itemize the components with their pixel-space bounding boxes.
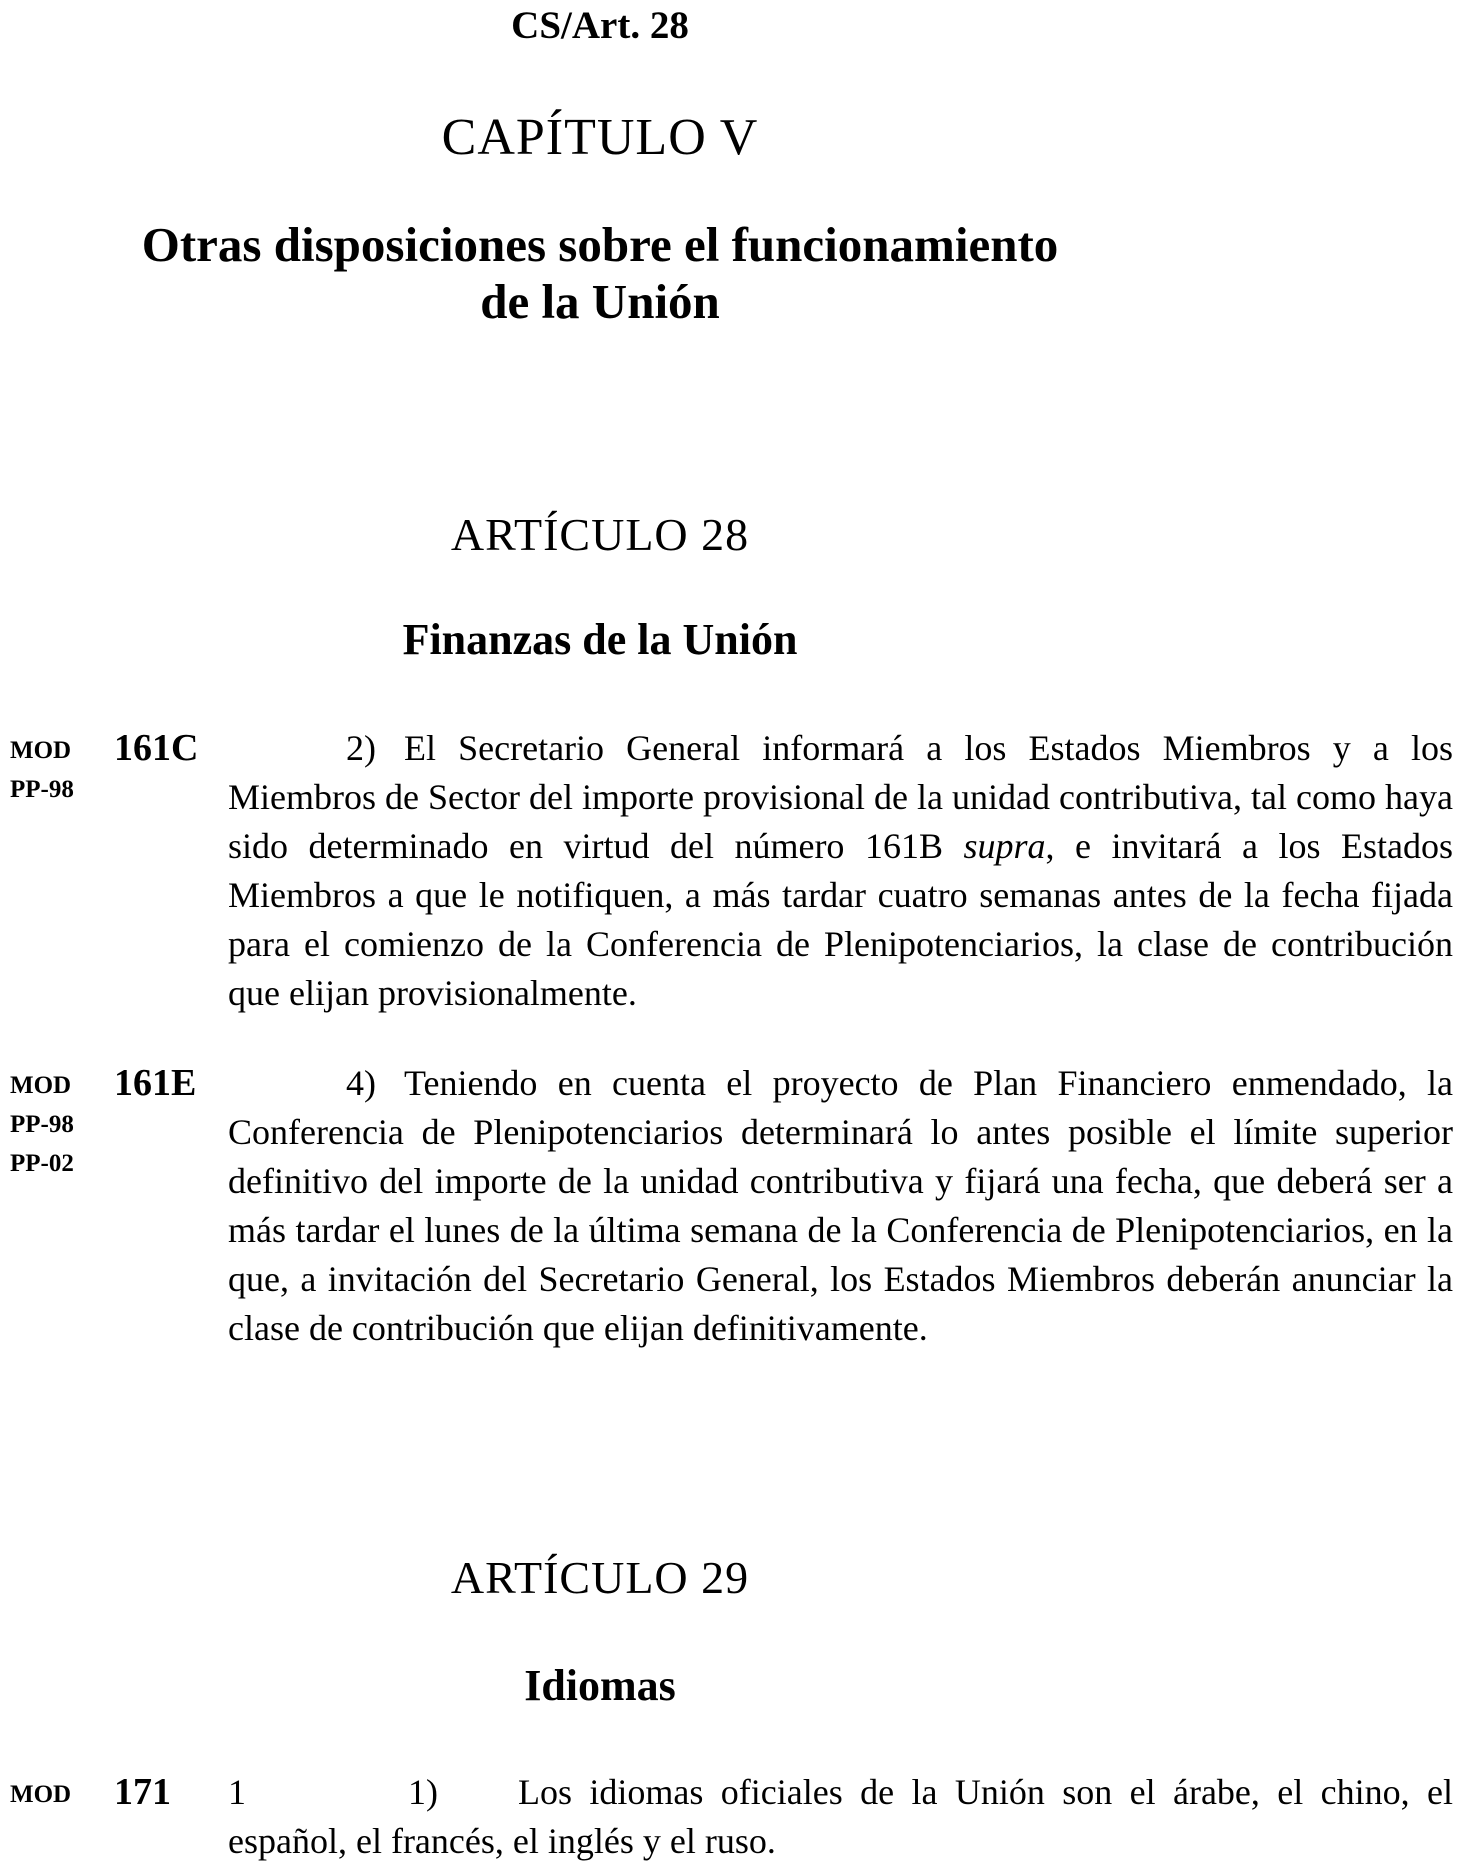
provision-text-italic: supra: [963, 826, 1046, 866]
provision-171-notes: [10, 1775, 71, 1814]
provision-text: [228, 724, 1453, 1018]
provision-text-after: , e invitará a los Estados Miembros a que le notifiquen, a más tardar cuatro semanas antes de la fecha fijada para el comienzo de la Conferencia de Plenipotenciarios, la clase de contribución que elijan provisionalmente.: [228, 826, 1453, 1013]
provision-number: 171: [114, 1771, 171, 1813]
page-reference: CS/Art. 28: [511, 4, 689, 47]
subsection-number: 1: [228, 1772, 246, 1812]
provision-text: [228, 1059, 1453, 1353]
paragraph-number: 2): [346, 728, 376, 768]
provision-text-before: El Secretario General informará a los Estados Miembros y a los Miembros de Sector del importe provisional de la unidad contributiva, tal como haya sido determinado en virtud del número 161B: [228, 728, 1453, 866]
note-pp02: PP-02: [10, 1150, 74, 1177]
article-28-title: Finanzas de la Unión: [402, 615, 798, 664]
note-mod: MOD: [10, 1072, 72, 1099]
provision-161e-notes: [10, 1066, 74, 1183]
provision-number: 161C: [114, 727, 199, 769]
note-mod: MOD: [10, 1781, 72, 1808]
paragraph-number: 4): [346, 1063, 376, 1103]
note-mod: MOD: [10, 737, 72, 764]
chapter-title-line-1: Otras disposiciones sobre el funcionamiento: [141, 217, 1059, 272]
article-29-heading: ARTÍCULO 29: [450, 1552, 750, 1603]
provision-text: [228, 1768, 1453, 1866]
provision-161c-notes: [10, 731, 74, 809]
article-29-title: Idiomas: [524, 1661, 676, 1710]
chapter-title: [0, 216, 1200, 330]
note-pp98: PP-98: [10, 776, 74, 803]
provision-number: 161E: [114, 1062, 197, 1104]
provision-text-body: Teniendo en cuenta el proyecto de Plan Financiero enmendado, la Conferencia de Plenipotenciarios determinará lo antes posible el límite superior definitivo del importe de la unidad contributiva y fijará una fecha, que deberá ser a más tardar el lunes de la última semana de la Conferencia de Plenipotenciarios, en la que, a invitación del Secretario General, los Estados Miembros deberán anunciar la clase de contribución que elijan definitivamente.: [228, 1063, 1453, 1348]
note-pp98: PP-98: [10, 1111, 74, 1138]
provision-text-body: Los idiomas oficiales de la Unión son el árabe, el chino, el español, el francés, el inglés y el ruso.: [228, 1772, 1453, 1861]
article-28-heading: ARTÍCULO 28: [450, 509, 750, 560]
paragraph-number: 1): [408, 1772, 438, 1812]
chapter-title-line-2: de la Unión: [480, 274, 720, 329]
chapter-heading: CAPÍTULO V: [441, 109, 759, 166]
